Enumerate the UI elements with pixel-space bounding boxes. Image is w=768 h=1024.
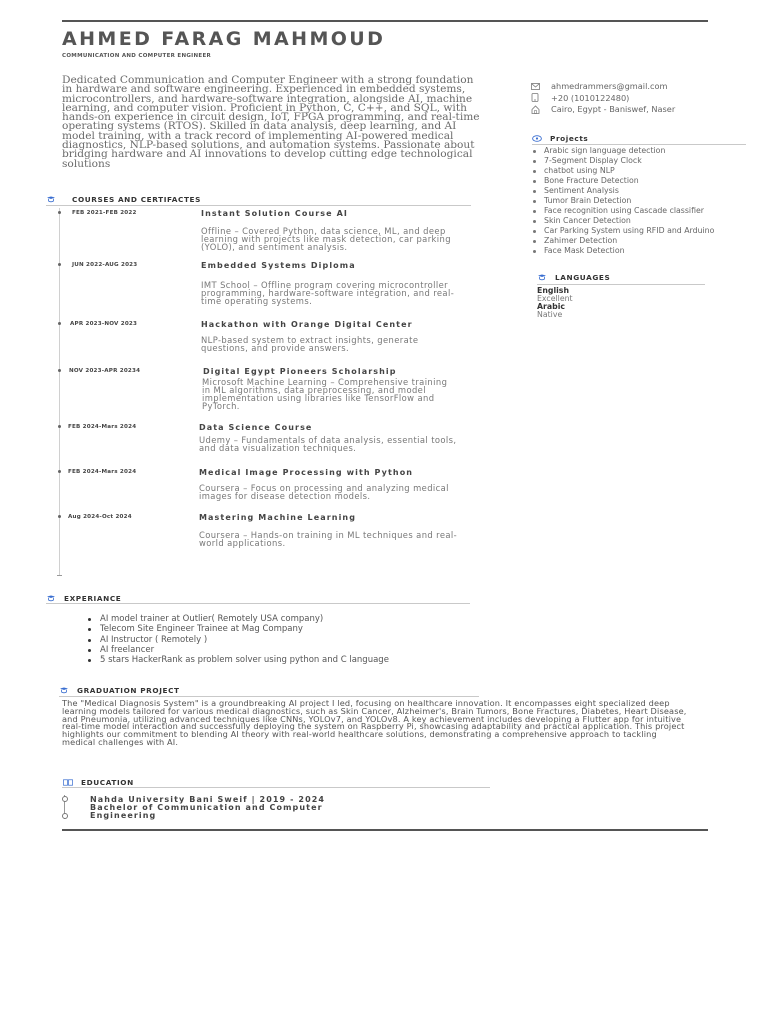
- languages-icon: [537, 274, 547, 282]
- course-title: Hackathon with Orange Digital Center: [201, 320, 413, 329]
- course-description: IMT School – Offline program covering microcontroller programming, hardware-software integration, and real-time operating systems.: [201, 280, 455, 307]
- list-item: Face Mask Detection: [532, 247, 748, 254]
- course-title: Mastering Machine Learning: [199, 513, 357, 522]
- course-description: Microsoft Machine Learning – Comprehensive training in ML algorithms, data preprocessing, and model implementation using libraries like TensorFlow and PyTorch.: [202, 377, 448, 412]
- courses-heading-text: COURSES AND CERTIFACTES: [72, 195, 201, 204]
- course-date: FEB 2024-Mars 2024: [68, 424, 137, 430]
- course-title: Instant Solution Course AI: [201, 209, 348, 218]
- education-heading-text: EDUCATION: [81, 778, 134, 787]
- email-icon: [530, 82, 540, 91]
- list-item: Bone Fracture Detection: [532, 177, 748, 184]
- language-level: Native: [537, 310, 563, 319]
- course-description: Offline – Covered Python, data science, ML, and deep learning with projects like mask detection, car parking (YOLO), and sentiment analysis.: [201, 226, 451, 253]
- email-text[interactable]: ahmedrammers@gmail.com: [551, 81, 668, 91]
- courses-divider: [46, 205, 471, 206]
- timeline-dot: [58, 322, 61, 325]
- list-item: Face recognition using Cascade classifier: [532, 207, 748, 214]
- course-date: FEB 2021-FEB 2022: [72, 210, 137, 216]
- timeline-end-mark: [57, 575, 62, 576]
- experience-heading-text: EXPERIANCE: [64, 594, 122, 603]
- timeline-dot: [58, 369, 61, 372]
- education-icon: [63, 779, 73, 787]
- list-item: Skin Cancer Detection: [532, 217, 748, 224]
- timeline-dot: [58, 470, 61, 473]
- list-item: AI model trainer at Outlier( Remotely USA company): [86, 615, 450, 624]
- projects-divider: [532, 144, 746, 145]
- timeline-dot: [58, 211, 61, 214]
- projects-list: [532, 147, 748, 257]
- course-date: NOV 2023-APR 20234: [69, 368, 141, 374]
- graduation-cap-icon: [59, 687, 69, 695]
- languages-list: [537, 287, 573, 319]
- phone-text[interactable]: +20 (1010122480): [551, 92, 630, 103]
- location-text: Cairo, Egypt - Baniswef, Naser: [551, 104, 676, 114]
- list-item: 7-Segment Display Clock: [532, 157, 748, 164]
- graduation-cap-icon: [46, 196, 56, 204]
- languages-divider: [537, 284, 705, 285]
- experience-list: [86, 615, 450, 666]
- course-description: Coursera – Hands-on training in ML techniques and real-world applications.: [199, 530, 458, 549]
- education-details: [90, 796, 325, 820]
- projects-heading: [532, 134, 588, 143]
- candidate-title: COMMUNICATION AND COMPUTER ENGINEER: [62, 53, 212, 59]
- experience-divider: [46, 603, 470, 604]
- course-title: Digital Egypt Pioneers Scholarship: [203, 367, 397, 376]
- projects-heading-text: Projects: [550, 134, 589, 143]
- candidate-name: AHMED FARAG MAHMOUD: [62, 28, 386, 50]
- course-date: APR 2023-NOV 2023: [70, 321, 138, 327]
- list-item: Sentiment Analysis: [532, 187, 748, 194]
- list-item: Zahimer Detection: [532, 237, 748, 244]
- course-description: Coursera – Focus on processing and analyzing medical images for disease detection models.: [199, 483, 449, 502]
- graduation-heading: [59, 686, 180, 695]
- location-icon: [530, 105, 540, 114]
- language-name: English: [537, 286, 569, 295]
- list-item: AI Instructor ( Remotely ): [86, 636, 450, 645]
- timeline-dot: [58, 425, 61, 428]
- contact-phone: [530, 93, 675, 103]
- phone-icon: [530, 93, 540, 102]
- list-item: 5 stars HackerRank as problem solver using python and C language: [86, 656, 450, 665]
- list-item: Car Parking System using RFID and Arduino: [532, 227, 748, 234]
- education-heading: [63, 778, 134, 787]
- timeline-dot: [58, 515, 61, 518]
- course-date: Aug 2024-Oct 2024: [68, 514, 132, 520]
- education-degree-cont: Engineering: [90, 811, 157, 820]
- contact-location: [530, 104, 675, 114]
- bottom-rule: [62, 829, 708, 831]
- course-title: Medical Image Processing with Python: [199, 468, 414, 477]
- education-marker-dot: [62, 813, 68, 819]
- language-level: Excellent: [537, 294, 573, 303]
- education-school: Nahda University Bani Sweif | 2019 - 2024: [90, 795, 326, 804]
- list-item: AI freelancer: [86, 646, 450, 655]
- education-marker-dot: [62, 796, 68, 802]
- graduation-cap-icon: [46, 595, 56, 603]
- list-item: chatbot using NLP: [532, 167, 748, 174]
- timeline-dot: [58, 263, 61, 266]
- course-title: Embedded Systems Diploma: [201, 261, 356, 270]
- projects-icon: [532, 135, 542, 143]
- language-name: Arabic: [537, 302, 566, 311]
- courses-heading: [46, 195, 201, 204]
- course-description: NLP-based system to extract insights, generate questions, and provide answers.: [201, 335, 419, 354]
- contact-email: [530, 81, 675, 91]
- graduation-description: The "Medical Diagnosis System" is a groundbreaking AI project I led, focusing on healthcare innovation. It encompasses eight specialized deep learning models tailored for various medical diagnostics, such as Skin Cancer, Alzheimer's, Brain Tumors, Bone Fractures, Diabetes, Heart Disease, and Pneumonia, utilizing advanced techniques like CNNs, YOLOv7, and YOLOv8. A key achievement includes developing a Flutter app for intuitive real-time model interaction and successfully deploying the system on Raspberry Pi, showcasing adaptability and practical application. This project highlights our commitment to blending AI theory with real-world healthcare solutions, demonstrating a comprehensive approach to tackling medical challenges with AI.: [62, 698, 687, 747]
- course-date: JUN 2022-AUG 2023: [72, 262, 138, 268]
- list-item: Telecom Site Engineer Trainee at Mag Company: [86, 625, 450, 634]
- course-title: Data Science Course: [199, 423, 313, 432]
- languages-heading-text: LANGUAGES: [555, 273, 611, 282]
- experience-heading: [46, 594, 121, 603]
- contact-block: [530, 81, 675, 116]
- languages-heading: [537, 273, 610, 282]
- course-date: FEB 2024-Mars 2024: [68, 469, 137, 475]
- profile-summary: Dedicated Communication and Computer Engineer with a strong foundation in hardware and software engineering. Experienced in embedded systems, microcontrollers, and hardware-software integration, alongside AI, machine learning, and computer vision. Proficient in Python, C, C++, and SQL, with hands-on experience in circuit design, IoT, FPGA programming, and real-time operating systems (RTOS). Skilled in data analysis, deep learning, and AI model training, with a track record of implementing AI-powered medical diagnostics, NLP-based solutions, and automation systems. Passionate about bridging hardware and AI innovations to develop cutting edge technological solutions: [62, 74, 480, 170]
- course-description: Udemy – Fundamentals of data analysis, essential tools, and data visualization techniques.: [199, 435, 457, 454]
- education-degree: Bachelor of Communication and Computer: [90, 803, 323, 812]
- graduation-heading-text: GRADUATION PROJECT: [77, 686, 180, 695]
- education-divider: [62, 787, 490, 788]
- list-item: Arabic sign language detection: [532, 147, 748, 154]
- top-rule: [62, 20, 708, 22]
- list-item: Tumor Brain Detection: [532, 197, 748, 204]
- graduation-divider: [59, 696, 479, 697]
